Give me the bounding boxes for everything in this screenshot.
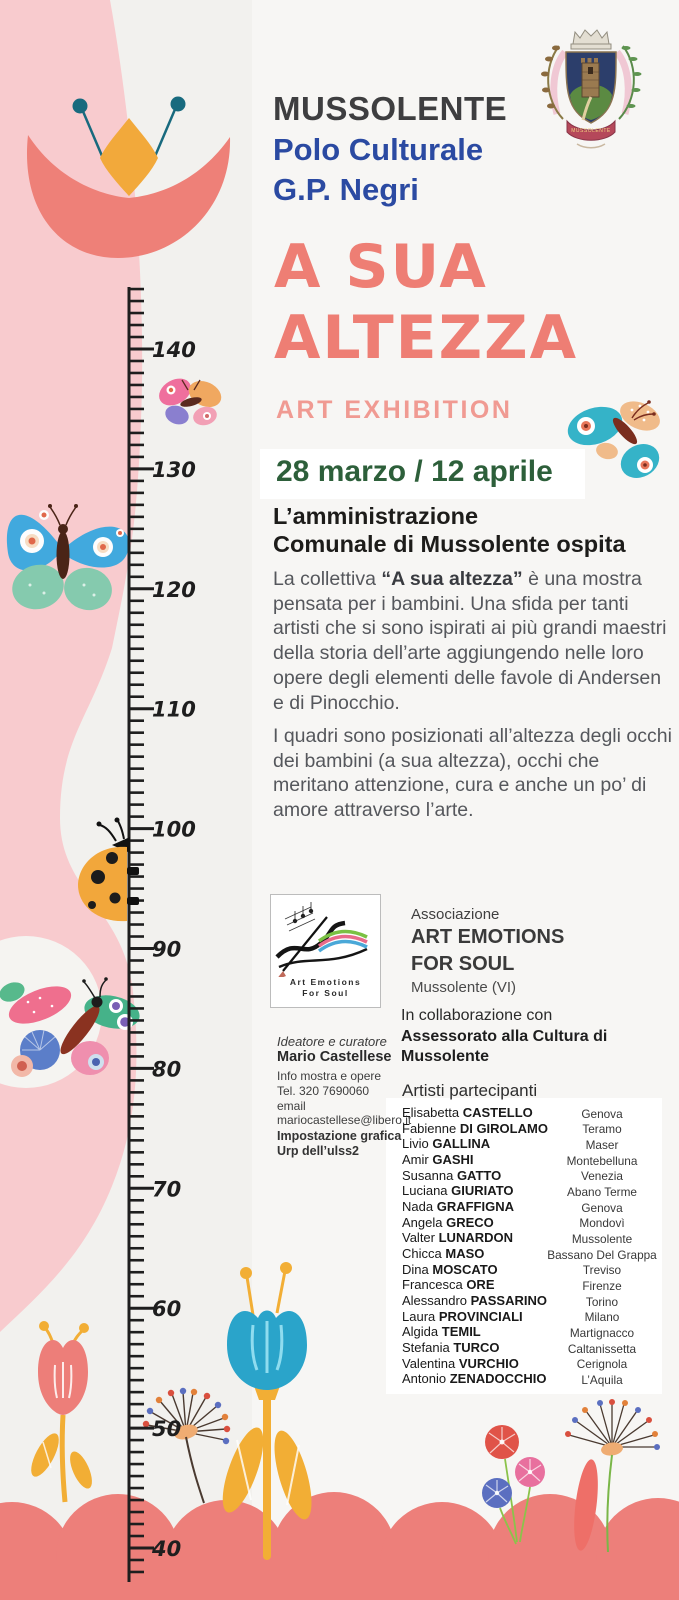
exhibition-title: [274, 232, 578, 374]
artist-name: Susanna GATTO: [402, 1167, 502, 1183]
artist-city: Milano: [584, 1310, 620, 1325]
artist-city: Caltanissetta: [567, 1341, 637, 1356]
association-name: [411, 924, 564, 978]
artist-city: Martignacco: [569, 1325, 635, 1340]
tulip-top-left: [20, 95, 235, 265]
artist-row: [402, 1168, 662, 1184]
artist-name: Valentina VURCHIO: [402, 1355, 519, 1371]
exhibition-dates: 28 marzo / 12 aprile: [276, 455, 553, 488]
artist-name: Nada GRAFFIGNA: [402, 1199, 514, 1215]
artist-row: [402, 1136, 662, 1152]
ruler-label: 120: [152, 577, 196, 602]
artist-name: Algida TEMIL: [402, 1324, 481, 1340]
ruler-label: 80: [152, 1057, 182, 1082]
butterfly-orange-icon: [155, 368, 225, 438]
artist-row: [402, 1356, 662, 1372]
artist-city: Treviso: [582, 1263, 622, 1278]
artist-name: Valter LUNARDON: [402, 1230, 513, 1246]
artist-city: Mondovì: [579, 1216, 625, 1231]
artist-name: Angela GRECO: [402, 1214, 494, 1230]
artist-city: Maser: [585, 1137, 619, 1152]
curator-contact: [277, 1069, 411, 1128]
municipality-name: MUSSOLENTE: [273, 90, 508, 127]
artist-row: [402, 1262, 662, 1278]
crest-banner-text: MUSSOLENTE: [571, 128, 611, 134]
artist-name: Fabienne DI GIROLAMO: [402, 1120, 548, 1136]
artist-city: L’Aquila: [581, 1372, 623, 1387]
artist-row: [402, 1309, 662, 1325]
artist-row: [402, 1246, 662, 1262]
ruler-label: 110: [152, 697, 196, 722]
curator-name: Mario Castellese: [277, 1049, 392, 1065]
artist-city: Genova: [581, 1106, 623, 1121]
ruler-label: 90: [152, 937, 182, 962]
artist-row: [402, 1215, 662, 1231]
contact-info-line: Info mostra e opere: [277, 1069, 382, 1083]
artist-row: [402, 1121, 662, 1137]
ruler-label: 40: [152, 1537, 182, 1561]
collaboration-line-1: Assessorato alla Cultura di: [401, 1027, 608, 1045]
logo-text-line-1: Art Emotions: [289, 977, 362, 987]
venue-line-2: G.P. Negri: [273, 172, 419, 207]
para1-after: è una mostra pensata per i bambini. Una sfida per tanti artisti che si sono ispirati ai più grandi maestri della storia dell’arte aggiungendo nelle loro opere degli elementi delle favole di Andersen e di Pinocchio.: [273, 568, 667, 714]
artist-row: [402, 1277, 662, 1293]
municipal-crest: [535, 22, 647, 154]
para1-before: La collettiva: [273, 568, 382, 590]
flower-cluster: [462, 1412, 574, 1552]
artist-name: Chicca MASO: [402, 1246, 485, 1262]
artist-row: [402, 1105, 662, 1121]
association-name-line-1: ART EMOTIONS: [411, 926, 565, 948]
contact-phone: Tel. 320 7690060: [277, 1083, 370, 1098]
artist-city: Montebelluna: [566, 1153, 638, 1168]
artist-city: Teramo: [582, 1122, 622, 1137]
ruler-label: 140: [152, 338, 196, 362]
artist-city: Mussolente: [571, 1231, 633, 1246]
title-line-2: ALTEZZA: [274, 303, 579, 373]
artist-name: Livio GALLINA: [402, 1136, 491, 1152]
ruler-label: 60: [152, 1297, 182, 1322]
artist-name: Francesca ORE: [402, 1277, 495, 1293]
graphics-credit: [277, 1129, 401, 1159]
association-logo: [270, 894, 381, 1008]
ruler-label: 70: [152, 1177, 182, 1202]
association-label: Associazione: [411, 906, 500, 923]
artist-name: Dina MOSCATO: [402, 1261, 498, 1277]
artist-row: [402, 1199, 662, 1215]
artist-city: Genova: [581, 1200, 623, 1215]
artist-name: Antonio ZENADOCCHIO: [402, 1371, 547, 1387]
artist-city: Venezia: [581, 1169, 623, 1184]
intro-paragraph-2: I quadri sono posizionati all’altezza degli occhi dei bambini (a sua altezza), occhi che meritano attenzione, cura e anche un po’ di amore attraverso l’arte.: [273, 725, 672, 822]
contact-email-label: email: [277, 1098, 306, 1113]
ladybug-icon: [70, 815, 142, 930]
artists-list: [402, 1105, 662, 1387]
intro-paragraph-1: [273, 567, 675, 715]
butterfly-colorful-icon: [0, 950, 140, 1085]
ruler-label: 50: [152, 1417, 182, 1442]
venue-name: [273, 130, 483, 210]
logo-text-line-2: For Soul: [302, 988, 349, 998]
moth-teal-icon: [552, 388, 672, 493]
artist-name: Laura PROVINCIALI: [402, 1308, 523, 1324]
artist-name: Luciana GIURIATO: [402, 1183, 514, 1199]
artist-city: Cerignola: [576, 1357, 628, 1372]
artist-city: Abano Terme: [567, 1184, 637, 1199]
artist-row: [402, 1230, 662, 1246]
contact-email: mariocastellese@libero.it: [277, 1113, 412, 1128]
artist-name: Alessandro PASSARINO: [402, 1293, 547, 1309]
artist-row: [402, 1371, 662, 1387]
butterfly-blue-icon: [0, 485, 140, 620]
graphics-credit-line-1: Impostazione grafica: [277, 1129, 402, 1143]
venue-line-1: Polo Culturale: [273, 132, 484, 167]
graphics-credit-line-2: Urp dell’ulss2: [277, 1144, 359, 1158]
artist-city: Torino: [585, 1294, 619, 1309]
artist-row: [402, 1293, 662, 1309]
dandelion-center: [140, 1375, 240, 1510]
artist-name: Stefania TURCO: [402, 1340, 500, 1356]
ruler-label: 100: [152, 817, 196, 842]
collaboration-block: [401, 1006, 607, 1068]
artist-row: [402, 1340, 662, 1356]
intro-heading-line-1: L’amministrazione: [273, 503, 479, 529]
para1-bold-title: “A sua altezza”: [381, 568, 523, 590]
artist-row: [402, 1183, 662, 1199]
collaboration-line-2: Mussolente: [401, 1048, 490, 1065]
tulip-pink-bottom: [25, 1320, 115, 1510]
association-logo-artwork: [271, 899, 380, 977]
title-line-1: A SUA: [274, 232, 488, 302]
exhibition-subtitle: ART EXHIBITION: [276, 396, 513, 424]
artist-name: Amir GASHI: [402, 1152, 474, 1168]
collaboration-label: In collaborazione con: [401, 1007, 553, 1024]
ruler-label: 130: [152, 457, 196, 482]
artist-city: Bassano Del Grappa: [547, 1247, 657, 1262]
artists-heading: Artisti partecipanti: [402, 1081, 538, 1100]
intro-heading-line-2: Comunale di Mussolente ospita: [273, 530, 626, 557]
artist-row: [402, 1324, 662, 1340]
artist-city: Firenze: [582, 1278, 622, 1293]
association-name-line-2: FOR SOUL: [411, 953, 515, 975]
curator-role: Ideatore e curatore: [277, 1034, 387, 1049]
association-location: Mussolente (VI): [411, 979, 517, 996]
artist-row: [402, 1152, 662, 1168]
intro-heading: [273, 503, 626, 558]
artist-name: Elisabetta CASTELLO: [402, 1105, 533, 1120]
